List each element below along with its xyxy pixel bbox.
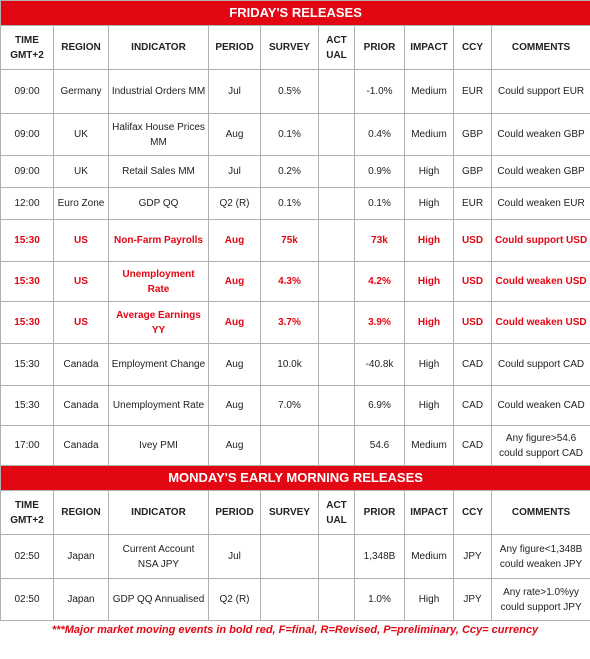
cell-indicator: GDP QQ — [109, 188, 209, 220]
cell-indicator: Employment Change — [109, 344, 209, 386]
cell-ccy: USD — [454, 302, 492, 344]
cell-survey: 75k — [261, 220, 319, 262]
col-survey-header: SURVEY — [261, 26, 319, 70]
cell-prior: 1.0% — [355, 579, 405, 621]
cell-survey: 0.5% — [261, 70, 319, 114]
col-indicator-header: INDICATOR — [109, 491, 209, 535]
cell-prior: 0.1% — [355, 188, 405, 220]
cell-survey: 0.1% — [261, 114, 319, 156]
cell-comments: Could support USD — [492, 220, 590, 262]
cell-survey: 0.1% — [261, 188, 319, 220]
cell-impact: Medium — [405, 70, 454, 114]
table-row — [1, 579, 590, 621]
cell-period: Aug — [209, 302, 261, 344]
cell-comments: Any rate>1.0%yy could support JPY — [492, 579, 590, 621]
cell-period: Aug — [209, 344, 261, 386]
cell-survey: 10.0k — [261, 344, 319, 386]
cell-actual — [319, 535, 355, 579]
cell-region: US — [54, 262, 109, 302]
cell-time: 15:30 — [1, 262, 54, 302]
cell-region: Germany — [54, 70, 109, 114]
cell-time: 09:00 — [1, 156, 54, 188]
cell-time: 15:30 — [1, 344, 54, 386]
table-row — [1, 188, 590, 220]
cell-ccy: CAD — [454, 426, 492, 466]
cell-time: 15:30 — [1, 386, 54, 426]
cell-ccy: USD — [454, 262, 492, 302]
cell-actual — [319, 70, 355, 114]
col-time-header: TIME GMT+2 — [1, 26, 54, 70]
cell-survey: 0.2% — [261, 156, 319, 188]
cell-period: Q2 (R) — [209, 579, 261, 621]
cell-period: Aug — [209, 220, 261, 262]
cell-indicator: Average Earnings YY — [109, 302, 209, 344]
cell-ccy: EUR — [454, 70, 492, 114]
col-comments-header: COMMENTS — [492, 26, 590, 70]
cell-comments: Could weaken GBP — [492, 156, 590, 188]
cell-time: 15:30 — [1, 302, 54, 344]
cell-indicator: Halifax House Prices MM — [109, 114, 209, 156]
cell-survey: 7.0% — [261, 386, 319, 426]
col-ccy-header: CCY — [454, 491, 492, 535]
friday-title: FRIDAY'S RELEASES — [1, 1, 590, 26]
cell-time: 02:50 — [1, 535, 54, 579]
cell-indicator: Ivey PMI — [109, 426, 209, 466]
cell-prior: 6.9% — [355, 386, 405, 426]
cell-prior: 4.2% — [355, 262, 405, 302]
cell-comments: Could weaken USD — [492, 262, 590, 302]
cell-impact: High — [405, 262, 454, 302]
col-period-header: PERIOD — [209, 26, 261, 70]
cell-prior: 1,348B — [355, 535, 405, 579]
cell-actual — [319, 426, 355, 466]
cell-comments: Any figure<1,348B could weaken JPY — [492, 535, 590, 579]
cell-ccy: JPY — [454, 579, 492, 621]
cell-comments: Could support CAD — [492, 344, 590, 386]
cell-impact: High — [405, 579, 454, 621]
cell-comments: Could weaken CAD — [492, 386, 590, 426]
col-impact-header: IMPACT — [405, 491, 454, 535]
cell-actual — [319, 156, 355, 188]
cell-ccy: CAD — [454, 386, 492, 426]
cell-time: 15:30 — [1, 220, 54, 262]
cell-survey — [261, 426, 319, 466]
cell-period: Jul — [209, 535, 261, 579]
cell-prior: 0.4% — [355, 114, 405, 156]
cell-survey — [261, 535, 319, 579]
cell-prior: -40.8k — [355, 344, 405, 386]
footnote: ***Major market moving events in bold red, F=final, R=Revised, P=preliminary, Ccy= currency — [51, 624, 539, 636]
monday-title: MONDAY'S EARLY MORNING RELEASES — [1, 466, 590, 491]
cell-indicator: Current Account NSA JPY — [109, 535, 209, 579]
cell-actual — [319, 220, 355, 262]
cell-time: 17:00 — [1, 426, 54, 466]
cell-period: Jul — [209, 70, 261, 114]
col-comments-header: COMMENTS — [492, 491, 590, 535]
cell-actual — [319, 386, 355, 426]
cell-region: Canada — [54, 344, 109, 386]
cell-region: Japan — [54, 535, 109, 579]
cell-indicator: Retail Sales MM — [109, 156, 209, 188]
cell-region: Euro Zone — [54, 188, 109, 220]
cell-ccy: GBP — [454, 114, 492, 156]
cell-comments: Any figure>54.6 could support CAD — [492, 426, 590, 466]
col-period-header: PERIOD — [209, 491, 261, 535]
cell-indicator: Industrial Orders MM — [109, 70, 209, 114]
cell-region: US — [54, 302, 109, 344]
table-row — [1, 70, 590, 114]
cell-region: UK — [54, 156, 109, 188]
cell-indicator: Unemployment Rate — [109, 262, 209, 302]
col-impact-header: IMPACT — [405, 26, 454, 70]
cell-actual — [319, 579, 355, 621]
cell-period: Aug — [209, 386, 261, 426]
cell-comments: Could weaken GBP — [492, 114, 590, 156]
cell-region: US — [54, 220, 109, 262]
cell-indicator: GDP QQ Annualised — [109, 579, 209, 621]
col-prior-header: PRIOR — [355, 491, 405, 535]
cell-impact: High — [405, 156, 454, 188]
cell-prior: 54.6 — [355, 426, 405, 466]
cell-ccy: USD — [454, 220, 492, 262]
cell-comments: Could support EUR — [492, 70, 590, 114]
cell-indicator: Non-Farm Payrolls — [109, 220, 209, 262]
cell-impact: Medium — [405, 535, 454, 579]
cell-period: Aug — [209, 262, 261, 302]
col-ccy-header: CCY — [454, 26, 492, 70]
cell-region: Canada — [54, 386, 109, 426]
col-actual-header: ACT UAL — [319, 491, 355, 535]
cell-region: UK — [54, 114, 109, 156]
col-region-header: REGION — [54, 491, 109, 535]
col-region-header: REGION — [54, 26, 109, 70]
cell-impact: Medium — [405, 114, 454, 156]
cell-survey: 4.3% — [261, 262, 319, 302]
table-row — [1, 114, 590, 156]
cell-ccy: JPY — [454, 535, 492, 579]
cell-impact: High — [405, 188, 454, 220]
cell-ccy: CAD — [454, 344, 492, 386]
cell-comments: Could weaken EUR — [492, 188, 590, 220]
cell-impact: High — [405, 220, 454, 262]
cell-time: 02:50 — [1, 579, 54, 621]
cell-ccy: GBP — [454, 156, 492, 188]
cell-ccy: EUR — [454, 188, 492, 220]
cell-survey — [261, 579, 319, 621]
cell-comments: Could weaken USD — [492, 302, 590, 344]
cell-actual — [319, 344, 355, 386]
table-row — [1, 156, 590, 188]
table-row — [1, 386, 590, 426]
cell-impact: High — [405, 386, 454, 426]
col-time-header: TIME GMT+2 — [1, 491, 54, 535]
table-row — [1, 426, 590, 466]
col-indicator-header: INDICATOR — [109, 26, 209, 70]
cell-period: Aug — [209, 114, 261, 156]
cell-actual — [319, 302, 355, 344]
cell-period: Jul — [209, 156, 261, 188]
cell-impact: High — [405, 302, 454, 344]
cell-region: Canada — [54, 426, 109, 466]
cell-period: Q2 (R) — [209, 188, 261, 220]
cell-impact: High — [405, 344, 454, 386]
cell-prior: 0.9% — [355, 156, 405, 188]
cell-period: Aug — [209, 426, 261, 466]
table-row — [1, 535, 590, 579]
cell-time: 12:00 — [1, 188, 54, 220]
table-row — [1, 262, 590, 302]
cell-time: 09:00 — [1, 114, 54, 156]
cell-survey: 3.7% — [261, 302, 319, 344]
cell-region: Japan — [54, 579, 109, 621]
col-survey-header: SURVEY — [261, 491, 319, 535]
cell-actual — [319, 114, 355, 156]
table-row — [1, 302, 590, 344]
cell-impact: Medium — [405, 426, 454, 466]
col-prior-header: PRIOR — [355, 26, 405, 70]
table-row — [1, 344, 590, 386]
cell-indicator: Unemployment Rate — [109, 386, 209, 426]
cell-prior: 3.9% — [355, 302, 405, 344]
cell-prior: 73k — [355, 220, 405, 262]
col-actual-header: ACT UAL — [319, 26, 355, 70]
cell-time: 09:00 — [1, 70, 54, 114]
cell-actual — [319, 188, 355, 220]
cell-prior: -1.0% — [355, 70, 405, 114]
table-row — [1, 220, 590, 262]
cell-actual — [319, 262, 355, 302]
